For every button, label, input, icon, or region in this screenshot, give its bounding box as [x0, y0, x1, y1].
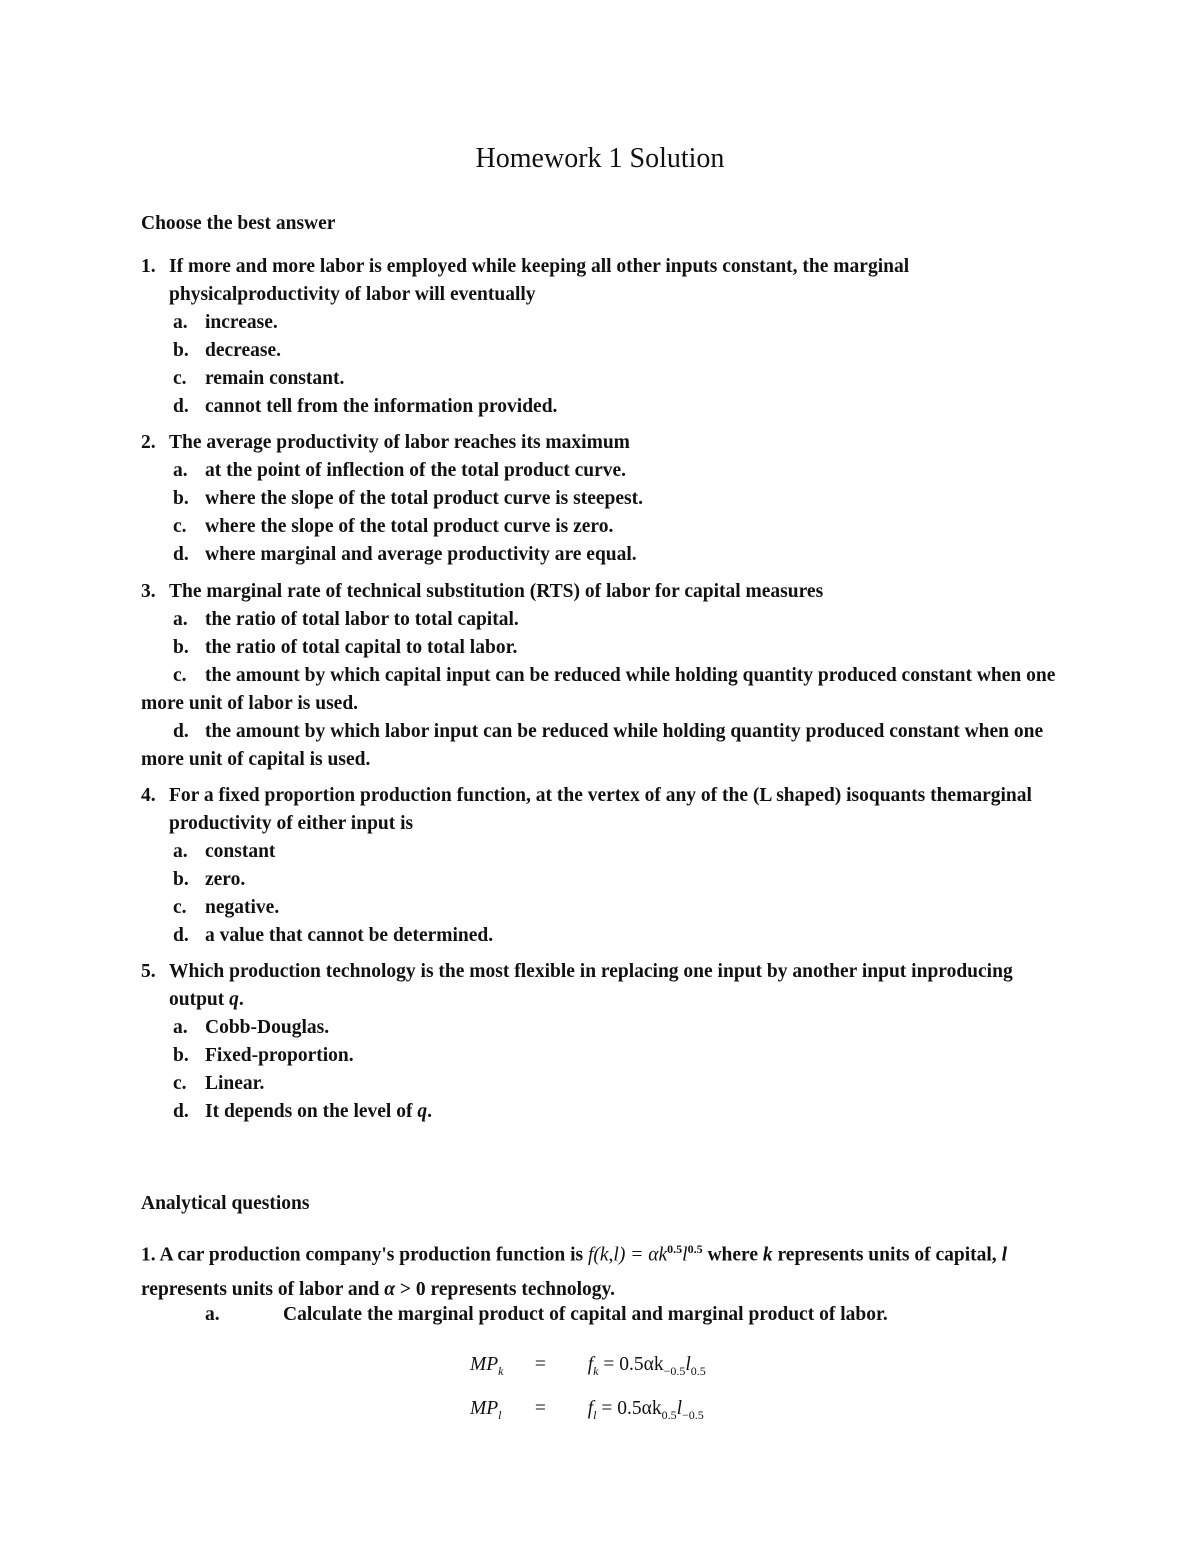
option-d: d. a value that cannot be determined.	[173, 925, 494, 946]
sub-question-a: a. Calculate the marginal product of capital and marginal product of labor.	[205, 1304, 888, 1325]
section-heading-analytical: Analytical questions	[141, 1193, 310, 1214]
question-number: 2.	[141, 432, 156, 453]
question-stem: Which production technology is the most flexible in replacing one input by another input inproducing output q.	[169, 961, 1013, 1010]
option-d: d. cannot tell from the information provided.	[173, 396, 558, 417]
question-stem: The marginal rate of technical substitution (RTS) of labor for capital measures	[169, 581, 824, 602]
option-b: b. decrease.	[173, 340, 281, 361]
option-b: b. zero.	[173, 869, 246, 890]
analytical-question-1: 1. A car production company's production function is $f(k,l) = \alpha k^{0.5}l^{0.5}$ where k represents units of capital, l represents units of labor and α > 0 represents technology.	[141, 1242, 1007, 1300]
option-d: d. the amount by which labor input can be reduced while holding quantity produced constant when one more unit of capital is used.	[141, 721, 1044, 770]
question-4	[141, 782, 1061, 950]
question-2	[141, 429, 1061, 569]
option-b: b. where the slope of the total product curve is steepest.	[173, 488, 643, 509]
option-d: d. where marginal and average productivity are equal.	[173, 544, 637, 565]
question-stem: If more and more labor is employed while keeping all other inputs constant, the marginal physicalproductivity of labor will eventually	[169, 256, 910, 305]
question-3	[141, 578, 1061, 774]
question-number: 4.	[141, 785, 156, 806]
question-number: 1.	[141, 256, 156, 277]
question-number: 3.	[141, 581, 156, 602]
option-a: a. at the point of inflection of the total product curve.	[173, 460, 627, 481]
option-a: a. the ratio of total labor to total capital.	[173, 609, 519, 630]
section-heading-choose: Choose the best answer	[141, 213, 336, 234]
option-c: c. the amount by which capital input can be reduced while holding quantity produced constant when one more unit of labor is used.	[141, 665, 1056, 714]
option-d: d. It depends on the level of q.	[173, 1101, 432, 1122]
page-title: Homework 1 Solution	[475, 143, 725, 174]
option-a: a. increase.	[173, 312, 278, 333]
option-c: c. Linear.	[173, 1073, 265, 1094]
question-stem: For a fixed proportion production function, at the vertex of any of the (L shaped) isoquants themarginal productivity of either input is	[169, 785, 1032, 834]
option-c: c. negative.	[173, 897, 280, 918]
question-stem: The average productivity of labor reaches its maximum	[169, 432, 630, 453]
option-a: a. Cobb-Douglas.	[173, 1017, 330, 1038]
equation-mpl: $MP_l = f_l = 0.5\alpha k_{0.5}l_{-0.5}$	[470, 1398, 704, 1422]
question-5	[141, 958, 1061, 1126]
equation-mpk: $MP_k = f_k = 0.5\alpha k_{-0.5}l_{0.5}$	[470, 1354, 706, 1378]
option-b: b. Fixed-proportion.	[173, 1045, 354, 1066]
question-number: 5.	[141, 961, 156, 982]
option-c: c. remain constant.	[173, 368, 345, 389]
option-a: a. constant	[173, 841, 276, 862]
option-b: b. the ratio of total capital to total labor.	[173, 637, 518, 658]
question-1	[141, 253, 1061, 421]
option-c: c. where the slope of the total product curve is zero.	[173, 516, 614, 537]
